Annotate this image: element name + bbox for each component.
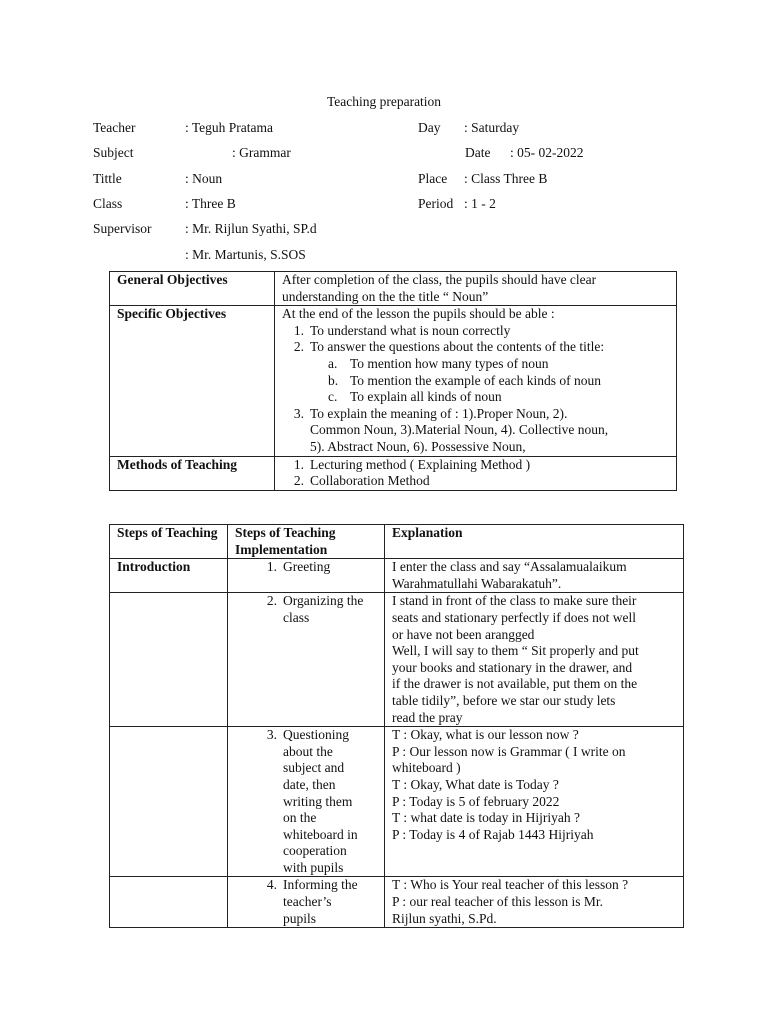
- explanation-cell: [385, 593, 684, 727]
- general-objectives-line: After completion of the class, the pupils should have clear: [282, 272, 597, 287]
- explanation-line: T : Okay, What date is Today ?: [392, 776, 559, 792]
- explanation-line: if the drawer is not available, put them on the: [392, 676, 638, 692]
- general-objectives-line: understanding on the the title “ Noun”: [282, 288, 489, 304]
- step-name-cell: [110, 877, 228, 928]
- list-item: [282, 339, 669, 356]
- sub-list-text: To mention the example of each kinds of noun: [350, 372, 601, 388]
- explanation-line: seats and stationary perfectly if does not well: [392, 609, 637, 625]
- sub-list-item: [282, 389, 669, 406]
- explanation-line: P : Today is 4 of Rajab 1443 Hijriyah: [392, 826, 594, 842]
- list-number: 4.: [266, 877, 277, 893]
- table-row: [110, 877, 684, 928]
- explanation-line: Warahmatullahi Wabarakatuh”.: [392, 575, 562, 591]
- implementation-line: Organizing the: [283, 593, 364, 609]
- implementation-cell: [228, 593, 385, 727]
- subject-label: Subject: [93, 145, 134, 160]
- document-title: Teaching preparation: [326, 94, 442, 109]
- list-item: [282, 457, 669, 474]
- steps-header-row: [110, 525, 684, 559]
- list-item: [282, 473, 669, 490]
- explanation-line: Rijlun syathi, S.Pd.: [392, 910, 497, 926]
- list-text: Collaboration Method: [310, 473, 430, 489]
- sub-list-letter: a.: [328, 355, 338, 371]
- sub-list-letter: b.: [328, 372, 339, 388]
- list-text: To understand what is noun correctly: [310, 322, 511, 338]
- sub-list-item: [282, 373, 669, 390]
- list-number: 3.: [266, 727, 277, 743]
- list-text: To answer the questions about the contents of the title:: [310, 339, 605, 355]
- general-objectives-row: [110, 272, 677, 306]
- implementation-text: [283, 593, 377, 626]
- explanation-line: I stand in front of the class to make sure their: [392, 593, 637, 609]
- list-number: 1.: [266, 559, 277, 575]
- implementation-line: date, then: [283, 776, 336, 792]
- implementation-line: about the: [283, 743, 333, 759]
- objectives-table: [109, 271, 677, 491]
- implementation-line: cooperation: [283, 843, 347, 859]
- period-label: Period: [418, 196, 454, 211]
- supervisor-value-2: : Mr. Martunis, S.SOS: [185, 247, 306, 262]
- day-value: : Saturday: [464, 120, 520, 135]
- implementation-cell: [228, 727, 385, 877]
- list-number: 2.: [293, 473, 304, 489]
- implementation-cell: [228, 877, 385, 928]
- explanation-line: T : what date is today in Hijriyah ?: [392, 810, 580, 826]
- header-explanation: Explanation: [385, 525, 684, 559]
- general-objectives-text: [275, 272, 677, 306]
- implementation-line: teacher’s: [283, 894, 332, 910]
- sub-list-letter: c.: [328, 389, 338, 405]
- table-row: [110, 593, 684, 727]
- list-number: 1.: [293, 456, 304, 472]
- explanation-line: P : Our lesson now is Grammar ( I write on: [392, 743, 626, 759]
- teacher-value: : Teguh Pratama: [185, 120, 274, 135]
- implementation-text: [283, 877, 377, 927]
- list-number: 3.: [293, 405, 304, 421]
- sub-list-item: [282, 356, 669, 373]
- methods-row: [110, 456, 677, 490]
- implementation-line: writing them: [283, 793, 353, 809]
- list-text-line: Common Noun, 3).Material Noun, 4). Collective noun,: [310, 422, 609, 438]
- date-value: : 05- 02-2022: [510, 145, 584, 160]
- explanation-line: whiteboard ): [392, 760, 461, 776]
- step-name-cell: [110, 727, 228, 877]
- date-label: Date: [465, 145, 491, 160]
- explanation-cell: [385, 727, 684, 877]
- explanation-line: table tidily”, before we star our study lets: [392, 692, 616, 708]
- list-text-line: 5). Abstract Noun, 6). Possessive Noun,: [310, 438, 526, 454]
- specific-objectives-row: [110, 306, 677, 456]
- steps-body: [110, 559, 684, 928]
- explanation-line: T : Okay, what is our lesson now ?: [392, 727, 579, 743]
- step-name-cell: [110, 593, 228, 727]
- tittle-value: : Noun: [185, 171, 223, 186]
- period-value: : 1 - 2: [464, 196, 496, 211]
- list-number: 1.: [293, 322, 304, 338]
- implementation-line: on the: [283, 810, 317, 826]
- explanation-line: or have not been arangged: [392, 626, 535, 642]
- implementation-line: Greeting: [283, 559, 331, 575]
- implementation-line: Questioning: [283, 727, 349, 743]
- steps-table: [109, 524, 684, 928]
- table-row: [110, 559, 684, 593]
- supervisor-value-1: : Mr. Rijlun Syathi, SP.d: [185, 221, 317, 236]
- day-label: Day: [418, 120, 441, 135]
- supervisor-label: Supervisor: [93, 221, 152, 236]
- specific-objectives-intro: At the end of the lesson the pupils should be able :: [282, 306, 555, 322]
- implementation-line: Informing the: [283, 877, 358, 893]
- list-text: Lecturing method ( Explaining Method ): [310, 456, 531, 472]
- specific-objectives-text: [275, 306, 677, 456]
- implementation-text: [283, 559, 377, 576]
- sub-list-text: To mention how many types of noun: [350, 355, 549, 371]
- implementation-cell: [228, 559, 385, 593]
- place-label: Place: [418, 171, 448, 186]
- explanation-line: P : our real teacher of this lesson is Mr.: [392, 894, 603, 910]
- place-value: : Class Three B: [464, 171, 548, 186]
- implementation-line: pupils: [283, 910, 317, 926]
- list-item: [282, 323, 669, 340]
- implementation-line: subject and: [283, 760, 345, 776]
- methods-text: [275, 456, 677, 490]
- implementation-line: whiteboard in: [283, 826, 358, 842]
- implementation-line: with pupils: [283, 859, 344, 875]
- step-name-cell: Introduction: [110, 559, 228, 593]
- explanation-line: P : Today is 5 of february 2022: [392, 793, 560, 809]
- explanation-cell: [385, 877, 684, 928]
- list-item: [282, 406, 669, 456]
- specific-objectives-label: Specific Objectives: [110, 306, 275, 456]
- general-objectives-label: General Objectives: [110, 272, 275, 306]
- list-text-line: To explain the meaning of : 1).Proper Noun, 2).: [310, 405, 568, 421]
- class-value: : Three B: [185, 196, 236, 211]
- list-number: 2.: [293, 339, 304, 355]
- sub-list-text: To explain all kinds of noun: [350, 389, 502, 405]
- explanation-line: Well, I will say to them “ Sit properly and put: [392, 643, 639, 659]
- list-text: [310, 406, 669, 456]
- teacher-label: Teacher: [93, 120, 136, 135]
- implementation-line: class: [283, 609, 310, 625]
- table-row: [110, 727, 684, 877]
- methods-label: Methods of Teaching: [110, 456, 275, 490]
- header-implementation: Steps of Teaching Implementation: [228, 525, 385, 559]
- explanation-line: I enter the class and say “Assalamualaikum: [392, 559, 627, 575]
- implementation-text: [283, 727, 377, 876]
- class-label: Class: [93, 196, 123, 211]
- list-number: 2.: [266, 593, 277, 609]
- header-steps: Steps of Teaching: [110, 525, 228, 559]
- explanation-line: read the pray: [392, 709, 463, 725]
- explanation-line: T : Who is Your real teacher of this lesson ?: [392, 877, 629, 893]
- explanation-cell: [385, 559, 684, 593]
- subject-value: : Grammar: [232, 145, 291, 160]
- explanation-line: your books and stationary in the drawer, and: [392, 659, 633, 675]
- tittle-label: Tittle: [93, 171, 122, 186]
